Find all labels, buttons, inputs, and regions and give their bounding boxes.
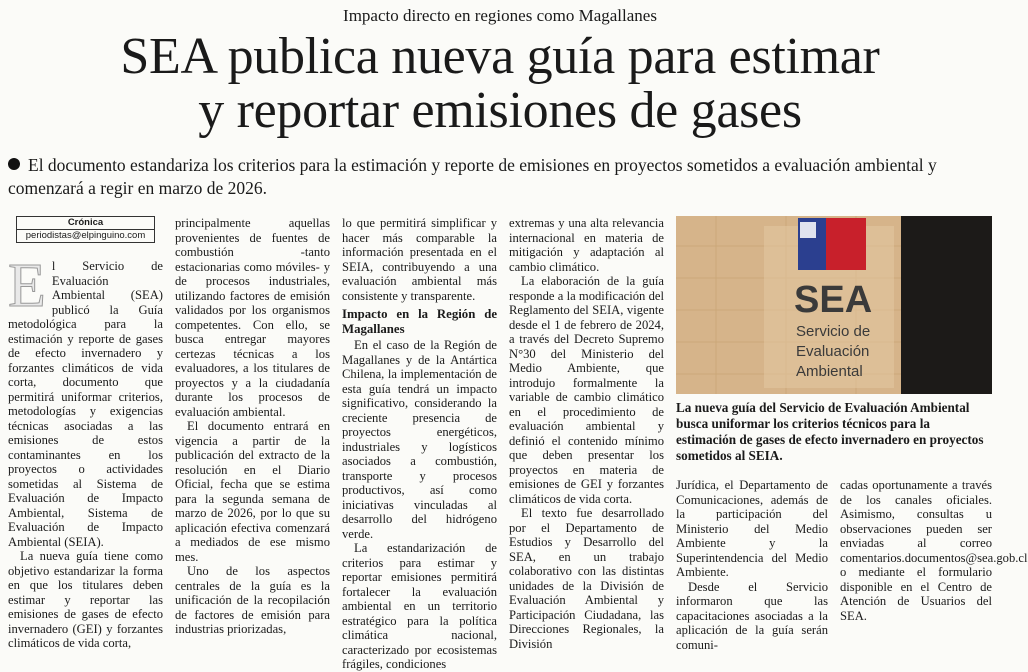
paragraph: lo que permitirá simplificar y hacer más comparable la información presentada en el SEIA, contribuyendo a una evaluación ambiental más consistente y transparente. — [342, 216, 497, 303]
dropcap: E — [8, 252, 46, 320]
paragraph: La elaboración de la guía responde a la modificación del Reglamento del SEIA, vigente desde el 1 de febrero de 2024, a través del Decreto Supremo N°30 del Ministerio del Medio Ambiente, que introdujo formalmente la variable de cambio climático en el procedimiento de evaluación ambiental y definió el contenido mínimo que deben presentar los proyectos en materia de emisiones de GEI y forzantes climáticos de vida corta. — [509, 274, 664, 506]
paragraph: El texto fue desarrollado por el Departamento de Estudios y Desarrollo del SEA, en un trabajo colaborativo con las distintas unidades de la División de Evaluación Ambiental y Participación Ciudadana, las Direcciones Regionales, la División — [509, 506, 664, 651]
subtitle — [8, 154, 992, 200]
sign-title: SEA — [794, 279, 873, 321]
paragraph: principalmente aquellas provenientes de fuentes de combustión -tanto estacionarias como móviles- y de procesos industriales, utilizando factores de emisión validados por los organismos competentes. Con ello, se busca entregar mayores certezas técnicas a los evaluadores, a los titulares de proyectos y a la ciudadanía durante los procesos de evaluación ambiental. — [175, 216, 330, 419]
paragraph: extremas y una alta relevancia internacional en materia de mitigación y adaptación al cambio climático. — [509, 216, 664, 274]
headline-line-1: SEA publica nueva guía para estimar — [120, 28, 880, 85]
kicker: Impacto directo en regiones como Magallanes — [343, 6, 657, 25]
column-2 — [175, 216, 330, 637]
column-4 — [509, 216, 664, 651]
paragraph: La nueva guía tiene como objetivo estandarizar la forma en que los titulares deben estimar y reportar las emisiones de gases de efecto invernadero (GEI) y forzantes climáticos de vida corta, — [8, 549, 163, 650]
lead-paragraph: El Servicio de Evaluación Ambiental (SEA) publicó la Guía metodológica para la estimación y reporte de gases de efecto invernadero y forzantes climáticos de vida corta, documento que permitirá uniformar criterios, metodologías y exigencias técnicas asociadas a las emisiones de estos contaminantes en los proyectos o actividades sometidas al Sistema de Evaluación de Impacto Ambiental, Sistema de Evaluación de Impacto Ambiental (SEIA). — [8, 252, 163, 549]
paragraph: Desde el Servicio informaron que las capacitaciones asociadas a la aplicación de la guía serán comuni- — [676, 579, 828, 652]
byline-email: periodistas@elpinguino.com — [25, 230, 146, 241]
sign-line-1: Servicio de — [796, 323, 871, 340]
photo-sea-sign — [676, 216, 992, 394]
paragraph: Jurídica, el Departamento de Comunicaciones, además de la participación del Ministerio del Medio Ambiente y la Superintendencia del Medio Ambiente. — [676, 478, 828, 579]
paragraph: Uno de los aspectos centrales de la guía es la unificación de la recopilación de factores de emisión para industrias priorizadas, — [175, 564, 330, 636]
flag-red — [826, 218, 866, 270]
byline-section: Crónica — [17, 217, 154, 230]
headline-line-2: y reportar emisiones de gases — [198, 82, 802, 139]
paragraph: cadas oportunamente a través de los canales oficiales. Asimismo, consultas u observaciones pueden ser enviadas al correo comentarios.documentos@sea.gob.cl o mediante el formulario disponible en el Centro de Atención de Usuarios del SEA. — [840, 478, 1028, 623]
sea-sign-image — [676, 216, 992, 394]
column-3 — [342, 216, 497, 672]
byline — [16, 216, 155, 243]
paragraph: En el caso de la Región de Magallanes y de la Antártica Chilena, la implementación de esta guía tendrá un impacto significativo, considerando la creciente presencia de proyectos energéticos, industriales y logísticos asociados a combustión, transporte y procesos productivos, así como iniciativas vinculadas al desarrollo del hidrógeno verde. — [342, 338, 497, 541]
photo-caption: La nueva guía del Servicio de Evaluación Ambiental busca uniformar los criterios técnicos para la estimación de gases de efecto invernadero en proyectos sometidos al SEIA. — [676, 400, 984, 463]
paragraph: El documento entrará en vigencia a partir de la publicación del extracto de la resolución en el Diario Oficial, fecha que se estima para la segunda semana de marzo de 2026, por lo que su aplicación efectiva comenzará a mediados de ese mismo mes. — [175, 419, 330, 564]
column-6 — [840, 478, 1028, 623]
paragraph: La estandarización de criterios para estimar y reportar emisiones permitirá fortalecer la evaluación ambiental en un territorio estratégico para la política climática nacional, caracterizado por ecosistemas frágiles, condiciones — [342, 541, 497, 671]
sign-line-2: Evaluación — [796, 343, 870, 360]
column-5 — [676, 478, 828, 652]
subtitle-text: El documento estandariza los criterios para la estimación y reporte de emisiones en proyectos sometidos a evaluación ambiental y comenzará a regir en marzo de 2026. — [8, 155, 937, 198]
column-1 — [8, 216, 163, 651]
headline — [0, 30, 1000, 138]
sign-line-3: Ambiental — [796, 363, 863, 380]
section-heading: Impacto en la Región de Magallanes — [342, 307, 497, 336]
bullet-icon — [8, 158, 20, 170]
